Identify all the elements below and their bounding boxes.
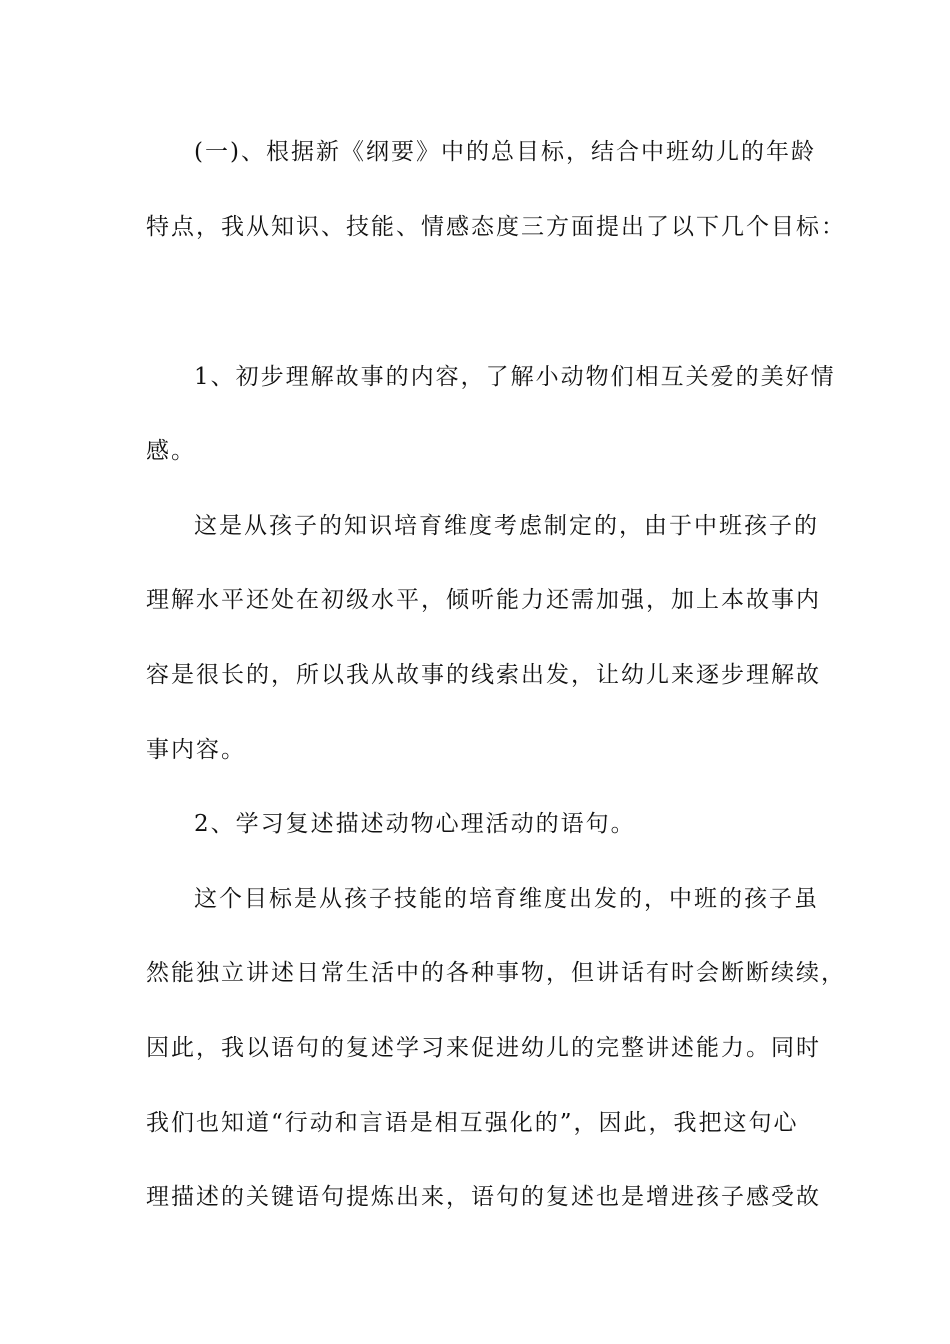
- paragraph-line: 2、学习复述描述动物心理活动的语句。: [194, 811, 636, 837]
- paragraph-line: 理描述的关键语句提炼出来，语句的复述也是增进孩子感受故: [146, 1184, 821, 1210]
- paragraph-line: 因此，我以语句的复述学习来促进幼儿的完整讲述能力。同时: [146, 1035, 821, 1061]
- paragraph-line: 容是很长的，所以我从故事的线索出发，让幼儿来逐步理解故: [146, 662, 821, 688]
- paragraph-line: 1、初步理解故事的内容，了解小动物们相互关爱的美好情: [194, 364, 836, 390]
- paragraph-line: 然能独立讲述日常生活中的各种事物，但讲话有时会断断续续，: [146, 960, 846, 986]
- paragraph-line: 理解水平还处在初级水平，倾听能力还需加强，加上本故事内: [146, 587, 821, 613]
- paragraph-line: 我们也知道“行动和言语是相互强化的”，因此，我把这句心: [146, 1110, 799, 1136]
- paragraph-line: 这个目标是从孩子技能的培育维度出发的，中班的孩子虽: [194, 886, 819, 912]
- paragraph-line: 这是从孩子的知识培育维度考虑制定的，由于中班孩子的: [194, 513, 819, 539]
- paragraph-line: (一)、根据新《纲要》中的总目标，结合中班幼儿的年龄: [194, 139, 816, 165]
- paragraph-line: 特点，我从知识、技能、情感态度三方面提出了以下几个目标：: [146, 214, 846, 240]
- paragraph-line: 感。: [146, 438, 196, 464]
- paragraph-line: 事内容。: [146, 737, 246, 763]
